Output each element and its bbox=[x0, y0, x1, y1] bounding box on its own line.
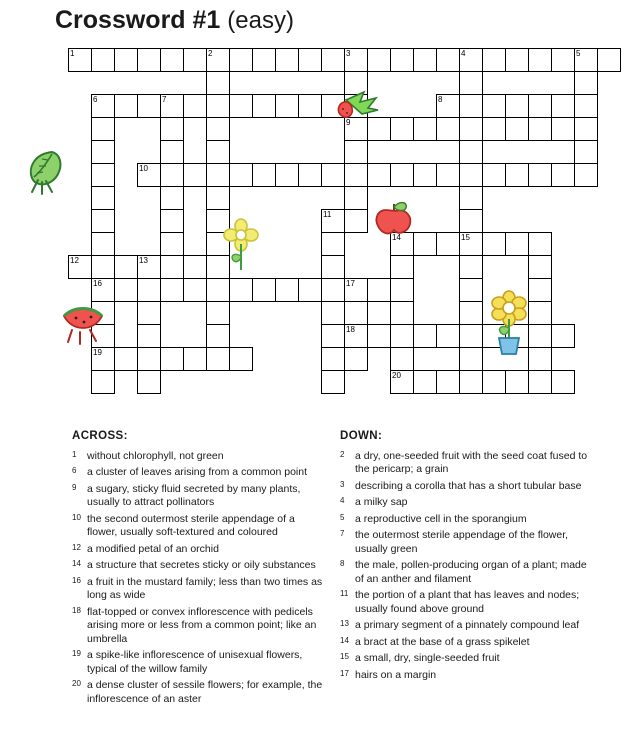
grid-cell[interactable] bbox=[91, 209, 115, 233]
grid-cell[interactable] bbox=[459, 48, 483, 72]
grid-cell[interactable] bbox=[482, 94, 506, 118]
grid-cell[interactable] bbox=[91, 163, 115, 187]
clue-number: 4 bbox=[340, 496, 345, 505]
grid-cell[interactable] bbox=[459, 209, 483, 233]
grid-cell[interactable] bbox=[114, 94, 138, 118]
grid-cell[interactable] bbox=[229, 163, 253, 187]
clue-number: 10 bbox=[72, 512, 81, 522]
grid-cell[interactable] bbox=[367, 48, 391, 72]
grid-cell[interactable] bbox=[344, 94, 368, 118]
grid-cell[interactable] bbox=[528, 370, 552, 394]
across-clue-list bbox=[72, 450, 324, 707]
page-title bbox=[55, 6, 294, 35]
grid-cell[interactable] bbox=[183, 48, 207, 72]
grid-cell[interactable] bbox=[528, 301, 552, 325]
grid-cell[interactable] bbox=[91, 186, 115, 210]
grid-cell[interactable] bbox=[206, 71, 230, 95]
grid-cell[interactable] bbox=[528, 324, 552, 348]
grid-cell[interactable] bbox=[229, 278, 253, 302]
down-heading: DOWN: bbox=[340, 430, 383, 442]
grid-cell[interactable] bbox=[528, 255, 552, 279]
grid-cell[interactable] bbox=[68, 48, 92, 72]
clue-text: a dry, one-seeded fruit with the seed coat fused to the pericarp; a grain bbox=[355, 449, 588, 475]
clue-number: 6 bbox=[72, 466, 77, 475]
across-clue-14[interactable] bbox=[72, 559, 324, 573]
grid-cell[interactable] bbox=[482, 163, 506, 187]
grid-cell[interactable] bbox=[160, 278, 184, 302]
clue-number: 12 bbox=[72, 542, 81, 552]
grid-cell[interactable] bbox=[551, 117, 575, 141]
across-clue-16[interactable] bbox=[72, 576, 324, 603]
grid-cell[interactable] bbox=[413, 370, 437, 394]
grid-cell[interactable] bbox=[206, 117, 230, 141]
grid-cell[interactable] bbox=[528, 278, 552, 302]
grid-cell[interactable] bbox=[459, 347, 483, 371]
down-column bbox=[340, 430, 588, 685]
grid-cell[interactable] bbox=[367, 163, 391, 187]
grid-cell-number: 16 bbox=[93, 279, 102, 288]
down-clue-13[interactable] bbox=[340, 619, 588, 633]
grid-cell[interactable] bbox=[114, 48, 138, 72]
clue-number: 11 bbox=[340, 589, 349, 598]
leaf-icon bbox=[22, 146, 76, 196]
grid-cell[interactable] bbox=[436, 370, 460, 394]
grid-cell[interactable] bbox=[91, 255, 115, 279]
clue-text: a reproductive cell in the sporangium bbox=[355, 512, 527, 525]
down-clue-17[interactable] bbox=[340, 669, 588, 683]
grid-cell[interactable] bbox=[459, 301, 483, 325]
clue-text: describing a corolla that has a short tubular base bbox=[355, 479, 582, 492]
grid-cell[interactable] bbox=[367, 324, 391, 348]
grid-cell[interactable] bbox=[206, 232, 230, 256]
down-clue-4[interactable] bbox=[340, 496, 588, 510]
grid-cell-number: 14 bbox=[392, 233, 401, 242]
grid-cell[interactable] bbox=[482, 232, 506, 256]
grid-cell[interactable] bbox=[321, 163, 345, 187]
page-title-difficulty: (easy) bbox=[227, 7, 294, 34]
grid-cell[interactable] bbox=[229, 347, 253, 371]
grid-cell[interactable] bbox=[252, 163, 276, 187]
grid-cell[interactable] bbox=[344, 140, 368, 164]
grid-cell[interactable] bbox=[206, 163, 230, 187]
grid-cell[interactable] bbox=[91, 301, 115, 325]
grid-cell[interactable] bbox=[206, 347, 230, 371]
clue-text: hairs on a margin bbox=[355, 668, 437, 681]
clue-number: 1 bbox=[72, 449, 77, 459]
grid-cell[interactable] bbox=[183, 347, 207, 371]
grid-cell[interactable] bbox=[390, 48, 414, 72]
down-clue-11[interactable] bbox=[340, 589, 588, 616]
grid-cell[interactable] bbox=[160, 94, 184, 118]
grid-cell[interactable] bbox=[321, 370, 345, 394]
clue-number: 15 bbox=[340, 652, 349, 661]
down-clue-15[interactable] bbox=[340, 652, 588, 666]
grid-cell[interactable] bbox=[482, 324, 506, 348]
grid-cell[interactable] bbox=[206, 186, 230, 210]
grid-cell[interactable] bbox=[459, 324, 483, 348]
grid-cell[interactable] bbox=[574, 94, 598, 118]
grid-cell-number: 13 bbox=[139, 256, 148, 265]
grid-cell[interactable] bbox=[551, 48, 575, 72]
grid-cell[interactable] bbox=[91, 232, 115, 256]
clue-text: a sugary, sticky fluid secreted by many plants, usually to attract pollinators bbox=[87, 482, 301, 508]
grid-cell[interactable] bbox=[321, 232, 345, 256]
clue-text: the second outermost sterile appendage of a flower, usually soft-textured and coloured bbox=[87, 512, 295, 538]
grid-cell[interactable] bbox=[114, 278, 138, 302]
grid-cell[interactable] bbox=[459, 255, 483, 279]
grid-cell[interactable] bbox=[321, 278, 345, 302]
grid-cell[interactable] bbox=[344, 347, 368, 371]
grid-cell[interactable] bbox=[344, 163, 368, 187]
grid-cell-number: 8 bbox=[438, 95, 443, 104]
grid-cell[interactable] bbox=[252, 94, 276, 118]
grid-cell[interactable] bbox=[137, 278, 161, 302]
clue-number: 7 bbox=[340, 529, 345, 538]
clue-section bbox=[0, 430, 625, 755]
grid-cell[interactable] bbox=[574, 117, 598, 141]
grid-cell[interactable] bbox=[298, 278, 322, 302]
clue-text: a bract at the base of a grass spikelet bbox=[355, 635, 530, 648]
grid-cell[interactable] bbox=[528, 48, 552, 72]
grid-cell[interactable] bbox=[321, 48, 345, 72]
grid-cell[interactable] bbox=[344, 324, 368, 348]
grid-cell[interactable] bbox=[344, 301, 368, 325]
grid-cell[interactable] bbox=[344, 186, 368, 210]
clue-number: 20 bbox=[72, 679, 81, 688]
grid-cell[interactable] bbox=[551, 370, 575, 394]
grid-cell[interactable] bbox=[436, 324, 460, 348]
grid-cell[interactable] bbox=[160, 255, 184, 279]
grid-cell[interactable] bbox=[505, 48, 529, 72]
clue-text: a spike-like inflorescence of unisexual flowers, typical of the willow family bbox=[87, 649, 303, 675]
grid-cell-number: 7 bbox=[162, 95, 167, 104]
clue-text: without chlorophyll, not green bbox=[87, 449, 224, 462]
grid-cell[interactable] bbox=[137, 370, 161, 394]
clue-text: the male, pollen-producing organ of a plant; made of an anther and filament bbox=[355, 559, 587, 585]
clue-text: a small, dry, single-seeded fruit bbox=[355, 652, 500, 664]
grid-cell[interactable] bbox=[275, 278, 299, 302]
grid-cell[interactable] bbox=[321, 209, 345, 233]
grid-cell-number: 5 bbox=[576, 49, 581, 58]
grid-cell[interactable] bbox=[91, 48, 115, 72]
clue-text: a primary segment of a pinnately compound leaf bbox=[355, 619, 580, 631]
grid-cell[interactable] bbox=[206, 324, 230, 348]
down-clue-3[interactable] bbox=[340, 480, 588, 494]
grid-cell[interactable] bbox=[528, 117, 552, 141]
grid-cell[interactable] bbox=[390, 117, 414, 141]
grid-cell-number: 15 bbox=[461, 233, 470, 242]
clue-text: a fruit in the mustard family; less than two times as long as wide bbox=[87, 575, 323, 601]
across-clue-20[interactable] bbox=[72, 679, 324, 706]
clue-text: flat-topped or convex inflorescence with pedicels arising more or less from a common point; like an umbrella bbox=[87, 605, 317, 645]
clue-text: a structure that secretes sticky or oily substances bbox=[87, 559, 316, 571]
grid-cell[interactable] bbox=[137, 324, 161, 348]
clue-text: a milky sap bbox=[355, 496, 408, 508]
across-clue-9[interactable] bbox=[72, 483, 324, 510]
grid-cell-number: 3 bbox=[346, 49, 351, 58]
grid-cell[interactable] bbox=[160, 117, 184, 141]
grid-cell[interactable] bbox=[275, 163, 299, 187]
grid-cell[interactable] bbox=[390, 347, 414, 371]
clue-number: 8 bbox=[340, 559, 345, 568]
down-clue-5[interactable] bbox=[340, 513, 588, 527]
across-clue-19[interactable] bbox=[72, 649, 324, 676]
grid-cell[interactable] bbox=[137, 163, 161, 187]
grid-cell[interactable] bbox=[482, 48, 506, 72]
grid-cell[interactable] bbox=[459, 94, 483, 118]
grid-cell[interactable] bbox=[344, 209, 368, 233]
down-clue-list bbox=[340, 450, 588, 683]
grid-cell[interactable] bbox=[229, 94, 253, 118]
grid-cell[interactable] bbox=[459, 163, 483, 187]
clue-number: 17 bbox=[340, 668, 349, 678]
grid-cell-number: 18 bbox=[346, 325, 355, 334]
grid-cell[interactable] bbox=[482, 370, 506, 394]
grid-cell-number: 4 bbox=[461, 49, 466, 58]
clue-number: 9 bbox=[72, 482, 77, 492]
grid-cell[interactable] bbox=[160, 163, 184, 187]
grid-cell[interactable] bbox=[459, 370, 483, 394]
grid-cell[interactable] bbox=[91, 117, 115, 141]
grid-cell-number: 2 bbox=[208, 49, 213, 58]
grid-cell[interactable] bbox=[574, 140, 598, 164]
grid-cell[interactable] bbox=[206, 209, 230, 233]
grid-cell[interactable] bbox=[367, 117, 391, 141]
grid-cell[interactable] bbox=[344, 117, 368, 141]
grid-cell[interactable] bbox=[206, 255, 230, 279]
grid-cell[interactable] bbox=[436, 163, 460, 187]
grid-cell[interactable] bbox=[390, 255, 414, 279]
grid-cell[interactable] bbox=[321, 255, 345, 279]
grid-cell[interactable] bbox=[528, 163, 552, 187]
clue-number: 13 bbox=[340, 619, 349, 628]
grid-cell[interactable] bbox=[597, 48, 621, 72]
grid-cell[interactable] bbox=[344, 278, 368, 302]
grid-cell[interactable] bbox=[160, 209, 184, 233]
grid-cell[interactable] bbox=[321, 94, 345, 118]
grid-cell[interactable] bbox=[390, 278, 414, 302]
clue-number: 14 bbox=[72, 559, 81, 568]
grid-cell[interactable] bbox=[275, 48, 299, 72]
across-clue-6[interactable] bbox=[72, 466, 324, 480]
grid-cell[interactable] bbox=[505, 370, 529, 394]
grid-cell[interactable] bbox=[390, 232, 414, 256]
grid-cell[interactable] bbox=[390, 301, 414, 325]
grid-cell[interactable] bbox=[183, 255, 207, 279]
grid-cell[interactable] bbox=[459, 232, 483, 256]
grid-cell[interactable] bbox=[91, 94, 115, 118]
grid-cell[interactable] bbox=[436, 48, 460, 72]
grid-cell[interactable] bbox=[551, 163, 575, 187]
clue-text: a dense cluster of sessile flowers; for example, the inflorescence of an aster bbox=[87, 679, 323, 705]
grid-cell[interactable] bbox=[528, 94, 552, 118]
grid-cell[interactable] bbox=[137, 301, 161, 325]
clue-text: the outermost sterile appendage of the flower, usually green bbox=[355, 529, 569, 555]
grid-cell[interactable] bbox=[183, 94, 207, 118]
clue-text: a modified petal of an orchid bbox=[87, 542, 219, 555]
grid-cell[interactable] bbox=[321, 347, 345, 371]
clue-number: 5 bbox=[340, 512, 345, 522]
grid-cell[interactable] bbox=[160, 48, 184, 72]
grid-cell[interactable] bbox=[206, 48, 230, 72]
across-heading: ACROSS: bbox=[72, 430, 128, 442]
clue-number: 18 bbox=[72, 605, 81, 615]
grid-cell[interactable] bbox=[459, 71, 483, 95]
grid-cell[interactable] bbox=[321, 324, 345, 348]
across-clue-12[interactable] bbox=[72, 543, 324, 557]
clue-number: 3 bbox=[340, 479, 345, 489]
grid-cell-number: 12 bbox=[70, 256, 79, 265]
down-clue-14[interactable] bbox=[340, 636, 588, 650]
grid-cell[interactable] bbox=[298, 48, 322, 72]
grid-cell[interactable] bbox=[574, 163, 598, 187]
grid-cell[interactable] bbox=[413, 117, 437, 141]
grid-cell[interactable] bbox=[505, 324, 529, 348]
grid-cell[interactable] bbox=[160, 140, 184, 164]
grid-cell[interactable] bbox=[413, 163, 437, 187]
clue-number: 2 bbox=[340, 449, 345, 459]
down-clue-7[interactable] bbox=[340, 529, 588, 556]
grid-cell[interactable] bbox=[206, 140, 230, 164]
clue-text: the portion of a plant that has leaves and nodes; usually found above ground bbox=[355, 589, 580, 615]
grid-cell-number: 20 bbox=[392, 371, 401, 380]
across-clue-10[interactable] bbox=[72, 513, 324, 540]
grid-cell[interactable] bbox=[551, 324, 575, 348]
grid-cell[interactable] bbox=[91, 324, 115, 348]
grid-cell[interactable] bbox=[137, 255, 161, 279]
down-clue-8[interactable] bbox=[340, 559, 588, 586]
grid-cell[interactable] bbox=[367, 278, 391, 302]
grid-cell[interactable] bbox=[482, 117, 506, 141]
grid-cell[interactable] bbox=[91, 347, 115, 371]
grid-cell[interactable] bbox=[413, 324, 437, 348]
grid-cell[interactable] bbox=[390, 324, 414, 348]
grid-cell[interactable] bbox=[68, 255, 92, 279]
grid-cell[interactable] bbox=[344, 71, 368, 95]
grid-cell[interactable] bbox=[528, 347, 552, 371]
grid-cell[interactable] bbox=[413, 232, 437, 256]
grid-cell-number: 10 bbox=[139, 164, 148, 173]
grid-cell[interactable] bbox=[137, 48, 161, 72]
across-column bbox=[72, 430, 324, 709]
grid-cell-number: 9 bbox=[346, 118, 351, 127]
grid-cell[interactable] bbox=[183, 278, 207, 302]
grid-cell[interactable] bbox=[528, 232, 552, 256]
grid-cell-number: 17 bbox=[346, 279, 355, 288]
grid-cell[interactable] bbox=[321, 301, 345, 325]
clue-number: 16 bbox=[72, 575, 81, 585]
grid-cell-number: 11 bbox=[323, 210, 332, 219]
grid-cell[interactable] bbox=[137, 94, 161, 118]
grid-cell[interactable] bbox=[229, 48, 253, 72]
clue-text: a cluster of leaves arising from a common point bbox=[87, 466, 308, 478]
grid-cell[interactable] bbox=[206, 94, 230, 118]
grid-cell[interactable] bbox=[160, 232, 184, 256]
grid-cell[interactable] bbox=[436, 117, 460, 141]
grid-cell[interactable] bbox=[574, 71, 598, 95]
grid-cell[interactable] bbox=[459, 140, 483, 164]
grid-cell-number: 6 bbox=[93, 95, 98, 104]
clue-number: 14 bbox=[340, 635, 349, 645]
grid-cell[interactable] bbox=[344, 48, 368, 72]
grid-cell[interactable] bbox=[275, 94, 299, 118]
grid-cell[interactable] bbox=[298, 94, 322, 118]
grid-cell[interactable] bbox=[252, 48, 276, 72]
grid-cell[interactable] bbox=[551, 94, 575, 118]
grid-cell[interactable] bbox=[505, 117, 529, 141]
clue-number: 19 bbox=[72, 649, 81, 658]
grid-cell[interactable] bbox=[160, 186, 184, 210]
grid-cell[interactable] bbox=[459, 278, 483, 302]
grid-cell[interactable] bbox=[436, 94, 460, 118]
across-clue-1[interactable] bbox=[72, 450, 324, 464]
grid-cell[interactable] bbox=[298, 163, 322, 187]
grid-cell-number: 19 bbox=[93, 348, 102, 357]
grid-cell[interactable] bbox=[574, 48, 598, 72]
grid-cell[interactable] bbox=[91, 370, 115, 394]
grid-cell[interactable] bbox=[252, 278, 276, 302]
page-title-main: Crossword #1 bbox=[55, 6, 221, 34]
grid-cell[interactable] bbox=[160, 347, 184, 371]
grid-cell-number: 1 bbox=[70, 49, 75, 58]
grid-cell[interactable] bbox=[137, 347, 161, 371]
grid-cell[interactable] bbox=[91, 278, 115, 302]
grid-cell[interactable] bbox=[183, 163, 207, 187]
grid-cell[interactable] bbox=[390, 370, 414, 394]
down-clue-2[interactable] bbox=[340, 450, 588, 477]
grid-cell[interactable] bbox=[436, 232, 460, 256]
grid-cell[interactable] bbox=[413, 48, 437, 72]
grid-cell[interactable] bbox=[206, 301, 230, 325]
grid-cell[interactable] bbox=[505, 163, 529, 187]
grid-cell[interactable] bbox=[505, 94, 529, 118]
across-clue-18[interactable] bbox=[72, 606, 324, 647]
grid-cell[interactable] bbox=[114, 255, 138, 279]
grid-cell[interactable] bbox=[459, 186, 483, 210]
grid-cell[interactable] bbox=[505, 232, 529, 256]
grid-cell[interactable] bbox=[114, 347, 138, 371]
grid-cell[interactable] bbox=[91, 140, 115, 164]
grid-cell[interactable] bbox=[390, 163, 414, 187]
grid-cell[interactable] bbox=[459, 117, 483, 141]
grid-cell[interactable] bbox=[206, 278, 230, 302]
